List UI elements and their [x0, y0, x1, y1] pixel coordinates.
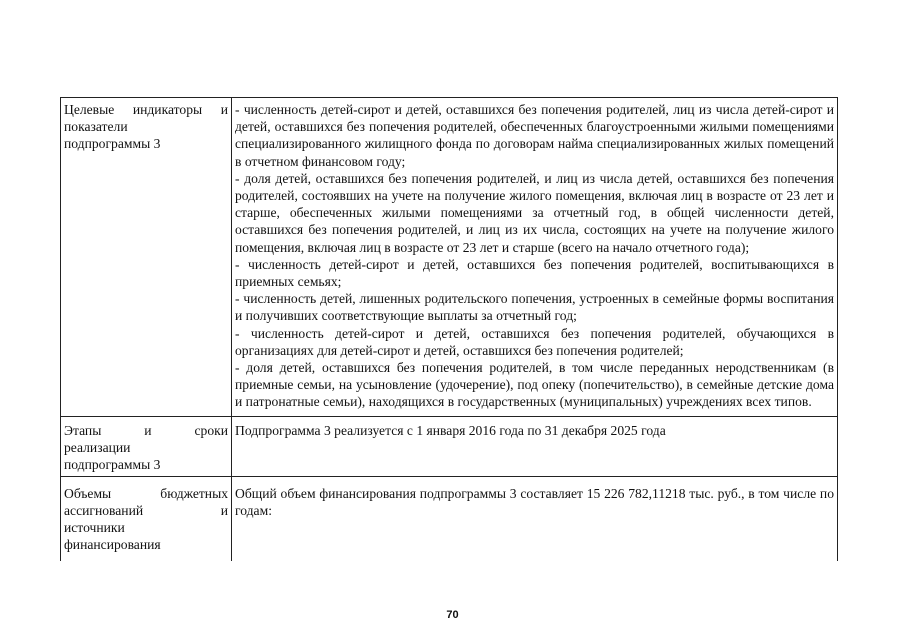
- indicator-item: - доля детей, оставшихся без попечения родителей, и лиц из числа детей, оставшихся без попечения родителей, состоявших на учете на получение жилого помещения, включая лиц в возрасте от 23 лет и старше, обеспеченных жилыми помещениями за отчетный год, в общей численности детей, оставшихся без попечения родителей, и лиц из их числа, состоящих на учете на получение жилого помещения, включая лиц в возрасте от 23 лет и старше (всего на начало отчетного года);: [235, 170, 834, 255]
- row-label: [64, 101, 228, 153]
- subprogram-passport-table: [60, 97, 838, 561]
- label-line: Целевые индикаторы и: [64, 102, 228, 117]
- label-line: финансирования: [64, 537, 161, 553]
- label-line: ассигнований и: [64, 502, 228, 518]
- table-row-target-indicators: [61, 98, 838, 417]
- indicator-item: - доля детей, оставшихся без попечения родителей, в том числе переданных неродственникам (в приемные семьи, на усыновление (удочерение), под опеку (попечительство), в семейные детские дома и патронатные семьи), находящихся в государственных (муниципальных) учреждениях всех типов.: [235, 360, 834, 410]
- label-line: реализации: [64, 439, 131, 455]
- row-content-cell: [232, 416, 838, 476]
- indicator-item: - численность детей, лишенных родительского попечения, устроенных в семейные формы воспитания и получивших соответствующие выплаты за отчетный год;: [235, 291, 834, 324]
- row-content-cell: [232, 98, 838, 417]
- row-label-cell: [61, 416, 232, 476]
- label-line: Объемы бюджетных: [64, 485, 228, 501]
- indicator-item: - численность детей-сирот и детей, оставшихся без попечения родителей, лиц из числа детей-сирот и детей, оставшихся без попечения родителей, обеспеченных благоустроенными жилыми помещениями специализированного жилищного фонда по договорам найма специализированных жилых помещений в отчетном финансовом году;: [235, 102, 834, 169]
- label-line: Этапы и сроки: [64, 422, 228, 438]
- label-line: показатели: [64, 119, 128, 135]
- stages-text: Подпрограмма 3 реализуется с 1 января 2016 года по 31 декабря 2025 года: [235, 422, 666, 438]
- row-label: [64, 422, 228, 474]
- table-row-stages-and-terms: [61, 416, 838, 476]
- label-line: источники: [64, 520, 125, 536]
- row-label: [64, 485, 228, 554]
- financing-text: Общий объем финансирования подпрограммы 3 составляет 15 226 782,11218 тыс. руб., в том числе по годам:: [235, 485, 834, 518]
- label-line: подпрограммы 3: [64, 136, 161, 152]
- table-row-budget-allocations: [61, 476, 838, 561]
- label-line: подпрограммы 3: [64, 457, 161, 473]
- page-number: 70: [446, 609, 459, 621]
- row-label-cell: [61, 476, 232, 561]
- row-label-cell: [61, 98, 232, 417]
- row-content-cell: [232, 476, 838, 561]
- indicator-item: - численность детей-сирот и детей, оставшихся без попечения родителей, обучающихся в организациях для детей-сирот и детей, оставшихся без попечения родителей;: [235, 325, 834, 358]
- indicator-item: - численность детей-сирот и детей, оставшихся без попечения родителей, воспитывающихся в приемных семьях;: [235, 256, 834, 290]
